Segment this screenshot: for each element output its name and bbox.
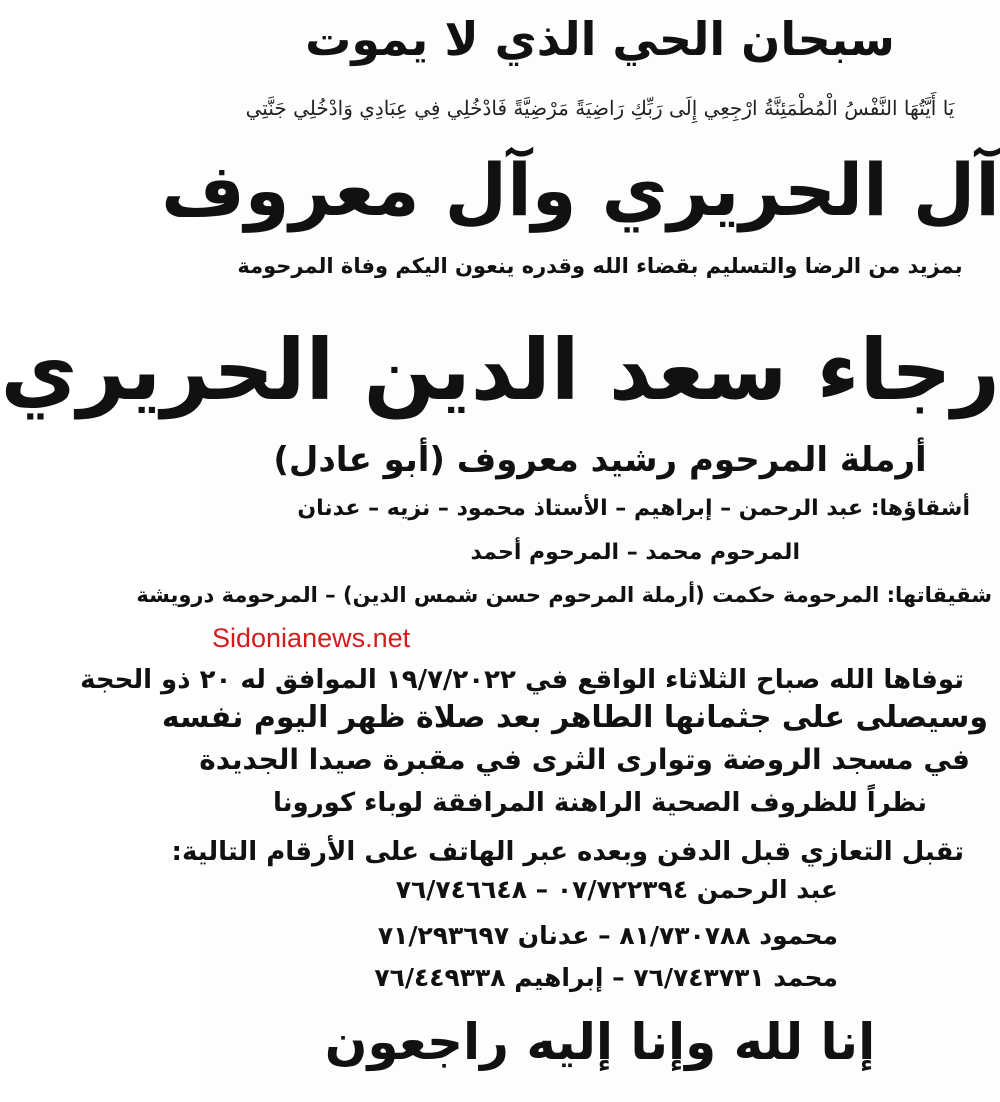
sisters-line: شقيقاتها: المرحومة حكمت (أرملة المرحوم حسن شمس الدين) – المرحومة درويشة [136,583,992,607]
condolence-line: تقبل التعازي قبل الدفن وبعده عبر الهاتف على الأرقام التالية: [171,837,964,867]
closing-verse: إنا لله وإنا إليه راجعون [324,1013,876,1071]
burial-line: في مسجد الروضة وتوارى الثرى في مقبرة صيدا الجديدة [199,743,970,776]
families-title: آل الحريري وآل معروف [161,148,1000,232]
deceased-name: رجاء سعد الدين الحريري [0,321,1000,419]
prayer-line: وسيصلى على جثمانها الطاهر بعد صلاة ظهر اليوم نفسه [161,700,988,735]
phone-line-1: عبد الرحمن ٠٧/٧٢٢٣٩٤ – ٧٦/٧٤٦٦٤٨ [395,875,838,904]
phone-line-2: محمود ٨١/٧٣٠٧٨٨ – عدنان ٧١/٢٩٣٦٩٧ [377,921,838,950]
site-watermark: Sidonianews.net [212,623,411,653]
quran-verse: يَا أَيَّتُهَا النَّفْسُ الْمُطْمَئِنَّةُ ارْجِعِي إِلَى رَبِّكِ رَاضِيَةً مَرْضِيَّةً فَادْخُلِي فِي عِبَادِي وَادْخُلِي جَنَّتِي [245,96,955,120]
brothers-line-2: المرحوم محمد – المرحوم أحمد [470,540,800,565]
header-title: سبحان الحي الذي لا يموت [305,12,895,66]
widow-of-text: أرملة المرحوم رشيد معروف (أبو عادل) [273,440,927,480]
announcement-text: بمزيد من الرضا والتسليم بقضاء الله وقدره ينعون اليكم وفاة المرحومة [237,254,963,278]
covid-note-line: نظراً للظروف الصحية الراهنة المرافقة لوباء كورونا [273,788,927,818]
phone-line-3: محمد ٧٦/٧٤٣٧٣١ – إبراهيم ٧٦/٤٤٩٣٣٨ [374,963,838,992]
brothers-line-1: أشقاؤها: عبد الرحمن – إبراهيم – الأستاذ محمود – نزيه – عدنان [297,496,970,521]
death-date-line: توفاها الله صباح الثلاثاء الواقع في ١٩/٧/٢٠٢٢ الموافق له ٢٠ ذو الحجة [80,665,964,695]
